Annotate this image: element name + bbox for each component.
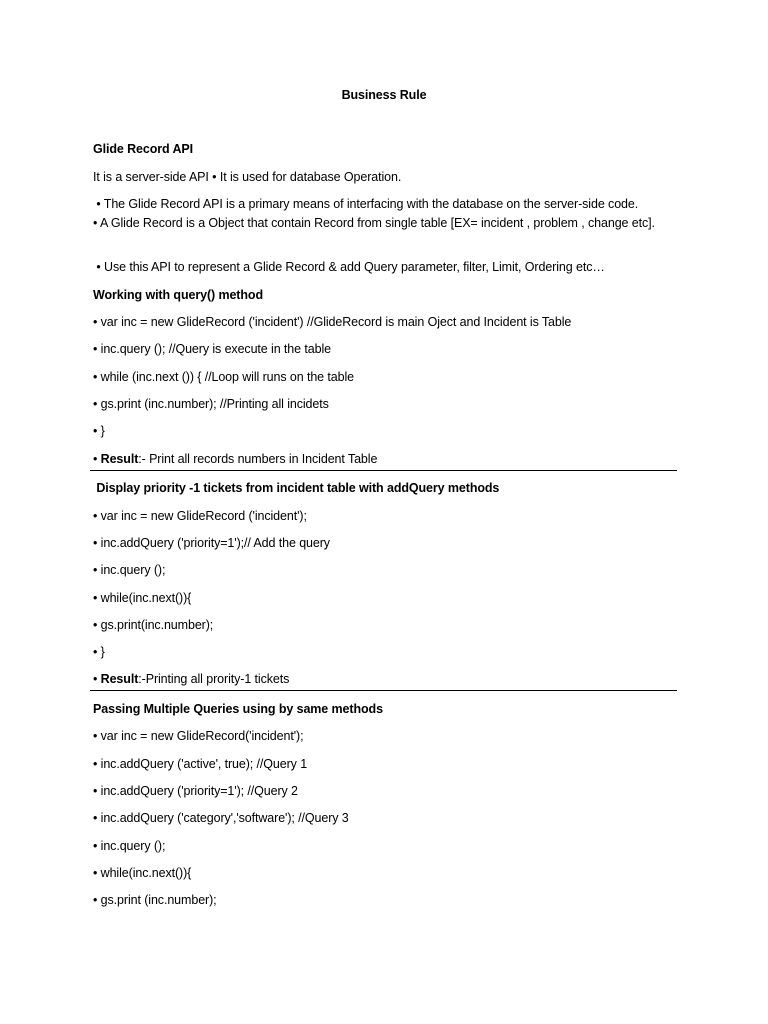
result-bullet: • xyxy=(93,672,101,686)
code-line: • inc.addQuery ('priority=1');// Add the query xyxy=(93,536,330,550)
page-title: Business Rule xyxy=(341,88,427,102)
section-heading-add-query: Display priority -1 tickets from incident table with addQuery methods xyxy=(93,481,500,495)
code-line: • gs.print(inc.number); xyxy=(93,618,214,632)
section-heading-query-method: Working with query() method xyxy=(93,288,263,302)
code-line: • var inc = new GlideRecord ('incident'); xyxy=(93,509,307,523)
intro-line: It is a server-side API • It is used for database Operation. xyxy=(93,170,402,184)
code-line: • while(inc.next()){ xyxy=(93,866,192,880)
code-line: • gs.print (inc.number); xyxy=(93,893,217,907)
result-line xyxy=(93,671,289,688)
code-line: • inc.query (); xyxy=(93,839,166,853)
section-divider xyxy=(90,470,677,471)
code-line: • gs.print (inc.number); //Printing all incidets xyxy=(93,397,329,411)
section-heading-multiple-queries: Passing Multiple Queries using by same methods xyxy=(93,702,383,716)
section-heading-glide-record-api: Glide Record API xyxy=(93,142,194,156)
code-line: • inc.query (); //Query is execute in the table xyxy=(93,342,331,356)
code-line: • while(inc.next()){ xyxy=(93,591,192,605)
intro-line: • Use this API to represent a Glide Record & add Query parameter, filter, Limit, Ordering etc… xyxy=(93,260,605,274)
code-line: • } xyxy=(93,645,105,659)
code-line: • inc.addQuery ('active', true); //Query 1 xyxy=(93,757,308,771)
result-label: Result xyxy=(100,672,139,686)
code-line: • var inc = new GlideRecord ('incident') //GlideRecord is main Oject and Incident is Table xyxy=(93,315,572,329)
result-bullet: • xyxy=(93,452,101,466)
code-line: • } xyxy=(93,424,105,438)
code-line: • var inc = new GlideRecord('incident'); xyxy=(93,729,304,743)
code-line: • while (inc.next ()) { //Loop will runs on the table xyxy=(93,370,355,384)
intro-paragraph: • A Glide Record is a Object that contain Record from single table [EX= incident , problem , change etc]. xyxy=(93,216,655,230)
result-label: Result xyxy=(100,452,139,466)
intro-line: • The Glide Record API is a primary means of interfacing with the database on the server-side code. xyxy=(93,197,639,211)
code-line: • inc.addQuery ('priority=1'); //Query 2 xyxy=(93,784,298,798)
code-line: • inc.addQuery ('category','software'); //Query 3 xyxy=(93,811,349,825)
result-line xyxy=(93,451,377,468)
result-text: :-Printing all prority-1 tickets xyxy=(138,672,290,686)
result-text: :- Print all records numbers in Incident Table xyxy=(138,452,378,466)
code-line: • inc.query (); xyxy=(93,563,166,577)
section-divider xyxy=(90,690,677,691)
